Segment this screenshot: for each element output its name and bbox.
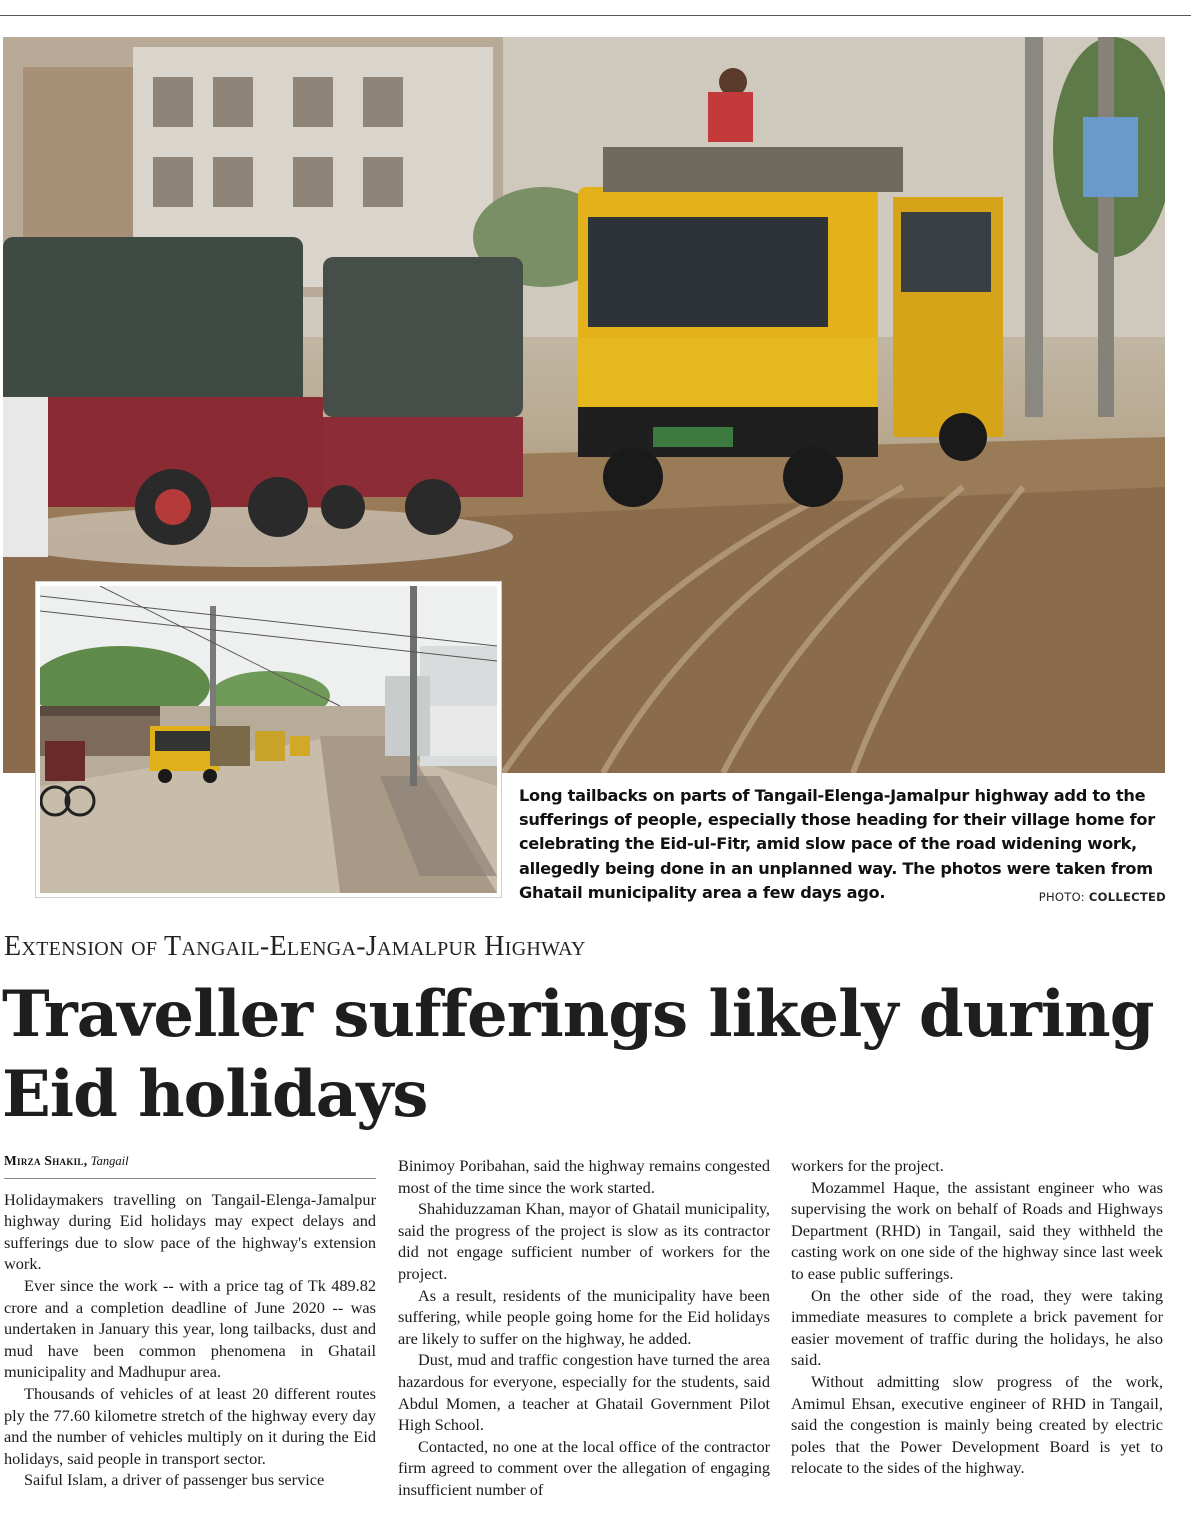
column-3 [791,1155,1163,1479]
paragraph: Mozammel Haque, the assistant engineer who was supervising the work on behalf of Roads and Highways Department (RHD) in Tangail, said they withheld the casting work on one side of the highway since last week to ease public sufferings. [791,1177,1163,1283]
kicker: Extension of Tangail-Elenga-Jamalpur Highway [4,931,586,962]
byline-place: Tangail [90,1154,129,1168]
column-1 [4,1150,376,1491]
top-rule [0,15,1191,16]
paragraph: Dust, mud and traffic congestion have turned the area hazardous for everyone, especially for the students, said Abdul Momen, a teacher at Ghatail Government Pilot High School. [398,1350,770,1435]
paragraph: As a result, residents of the municipality have been suffering, while people going home for the Eid holidays are likely to suffer on the highway, he added. [398,1285,770,1348]
headline: Traveller sufferings likely during Eid holidays [2,977,1154,1132]
paragraph: workers for the project. [791,1156,944,1175]
paragraph: Holidaymakers travelling on Tangail-Elenga-Jamalpur highway during Eid holidays may expect delays and sufferings due to slow pace of the highway's extension work. [4,1189,376,1274]
article-body [4,1150,1166,1517]
paragraph: Shahiduzzaman Khan, mayor of Ghatail municipality, said the progress of the project is slow as its contractor did not engage sufficient number of workers for the project. [398,1199,770,1283]
photo-credit-label: PHOTO: [1038,890,1085,904]
column-2 [398,1155,770,1501]
photo-credit [1039,890,1166,904]
photo-caption: Long tailbacks on parts of Tangail-Elenga-Jamalpur highway add to the sufferings of people, especially those heading for their village home for celebrating the Eid-ul-Fitr, amid slow pace of the road widening work, allegedly being done in an unplanned way. The photos were taken from Ghatail municipality area a few days ago. [519,786,1155,902]
byline-name: Mirza Shakil, [4,1153,88,1168]
paragraph: Saiful Islam, a driver of passenger bus service [24,1470,325,1490]
paragraph: Binimoy Poribahan, said the highway remains congested most of the time since the work started. [398,1156,770,1197]
photo-credit-source: COLLECTED [1088,890,1166,904]
byline [4,1150,376,1179]
inset-photo [36,582,501,897]
paragraph: On the other side of the road, they were taking immediate measures to complete a brick pavement for easier movement of traffic during the holidays, he also said. [791,1285,1163,1370]
paragraph: Thousands of vehicles of at least 20 different routes ply the 77.60 kilometre stretch of the highway every day and the number of vehicles multiply on it during the Eid holidays, said people in transport sector. [4,1383,376,1468]
paragraph: Ever since the work -- with a price tag of Tk 489.82 crore and a completion deadline of June 2020 -- was undertaken in January this year, long tailbacks, dust and mud have been common phenomena in Ghatail municipality and Madhupur area. [4,1275,376,1382]
paragraph: Contacted, no one at the local office of the contractor firm agreed to comment over the allegation of engaging insufficient number of [398,1436,770,1499]
paragraph: Without admitting slow progress of the work, Amimul Ehsan, executive engineer of RHD in Tangail, said the congestion is mainly being created by electric poles that the Power Development Board is yet to relocate to the sides of the highway. [791,1371,1163,1478]
